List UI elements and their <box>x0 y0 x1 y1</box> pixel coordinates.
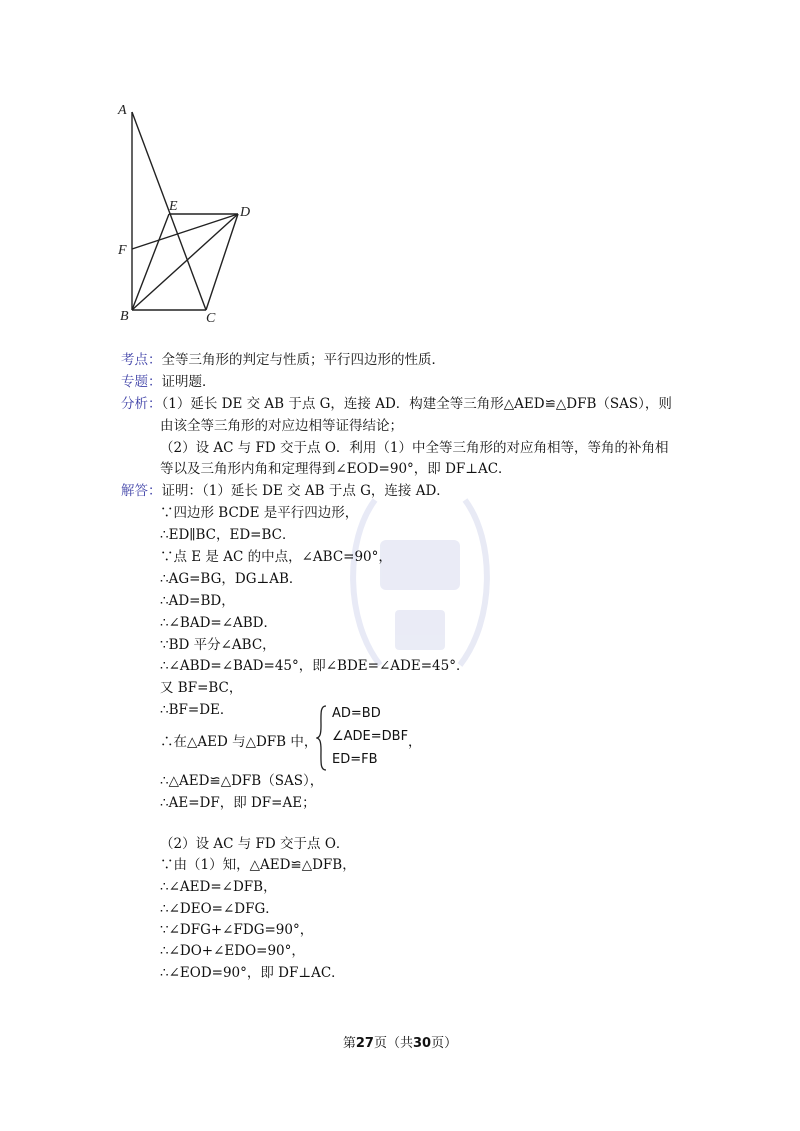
fenxi-text-1b: 由该全等三角形的对应边相等证得结论； <box>160 418 403 434</box>
kaodian-text: 全等三角形的判定与性质；平行四边形的性质． <box>161 352 445 368</box>
system-lead: ∴在△AED 与△DFB 中， <box>160 734 318 750</box>
proof-line: ∵∠DFG+∠FDG=90°， <box>160 922 314 938</box>
zhuanti-line <box>121 372 216 392</box>
fenxi-text-2b: 等以及三角形内角和定理得到∠EOD=90°，即 DF⊥AC． <box>160 461 512 477</box>
kaodian-tag: 考点： <box>121 352 162 368</box>
proof-line: ∴△AED≌△DFB（SAS）， <box>160 773 324 789</box>
segment-BE <box>132 214 169 310</box>
proof-line: ∴∠EOD=90°，即 DF⊥AC． <box>160 965 345 981</box>
page-footer <box>0 1032 800 1051</box>
proof-line: ∴∠DO+∠EDO=90°， <box>160 943 305 959</box>
fenxi-text-1a: （1）延长 DE 交 AB 于点 G，连接 AD．构建全等三角形△AED≌△DFB（SAS），则 <box>161 396 672 412</box>
proof-line: ∴∠DEO=∠DFG． <box>160 901 279 917</box>
proof-line: （2）设 AC 与 FD 交于点 O． <box>160 836 350 852</box>
proof-line: ∵点 E 是 AC 的中点，∠ABC=90°， <box>160 549 392 565</box>
jieda-tag: 解答： <box>121 483 162 499</box>
jieda-line <box>121 481 450 501</box>
label-A: A <box>118 103 127 118</box>
proof-line: ∵BD 平分∠ABC， <box>160 637 276 653</box>
label-B: B <box>120 309 129 324</box>
proof-line: 又 BF=BC， <box>160 680 243 696</box>
system-row-3: ED=FB <box>332 752 378 767</box>
segment-FD <box>132 214 238 249</box>
zhuanti-tag: 专题： <box>121 374 162 390</box>
proof-line: ∴∠ABD=∠BAD=45°，即∠BDE=∠ADE=45°． <box>160 658 470 674</box>
congruence-system <box>0 706 800 772</box>
page-total: 30 <box>413 1036 432 1051</box>
system-row-2: ∠ADE=DBF <box>332 729 409 744</box>
label-E: E <box>169 199 178 214</box>
footer-prefix: 第 <box>342 1036 356 1051</box>
proof-line: ∴AD=BD， <box>160 593 235 609</box>
fenxi-tag: 分析： <box>121 396 162 412</box>
system-tail: ， <box>408 734 422 750</box>
proof-line: ∴∠BAD=∠ABD． <box>160 615 278 631</box>
proof-line: ∴∠AED=∠DFB， <box>160 879 277 895</box>
footer-mid: 页（共 <box>373 1036 413 1051</box>
proof-line: ∵由（1）知，△AED≌△DFB， <box>160 857 356 873</box>
system-row-1: AD=BD <box>332 706 381 721</box>
footer-suffix: 页） <box>431 1036 458 1051</box>
proof-line: ∴AE=DF，即 DF=AE； <box>160 795 316 811</box>
label-C: C <box>206 311 216 326</box>
proof-line: ∴AG=BG，DG⊥AB． <box>160 571 303 587</box>
fenxi-text-2a: （2）设 AC 与 FD 交于点 O．利用（1）中全等三角形的对应角相等，等角的补角相 <box>160 440 669 456</box>
brace-icon <box>316 704 328 772</box>
geometry-figure <box>112 98 262 328</box>
proof-line: ∵四边形 BCDE 是平行四边形， <box>160 505 359 521</box>
label-F: F <box>118 243 127 258</box>
page-number: 27 <box>355 1036 374 1051</box>
kaodian-line <box>121 350 445 370</box>
zhuanti-text: 证明题． <box>161 374 216 390</box>
jieda-intro: 证明：（1）延长 DE 交 AB 于点 G，连接 AD． <box>161 483 450 499</box>
label-D: D <box>240 205 251 220</box>
proof-line: ∴ED∥BC，ED=BC． <box>160 527 296 543</box>
proof-line: ∴BF=DE． <box>160 702 234 718</box>
fenxi-line <box>121 394 672 414</box>
